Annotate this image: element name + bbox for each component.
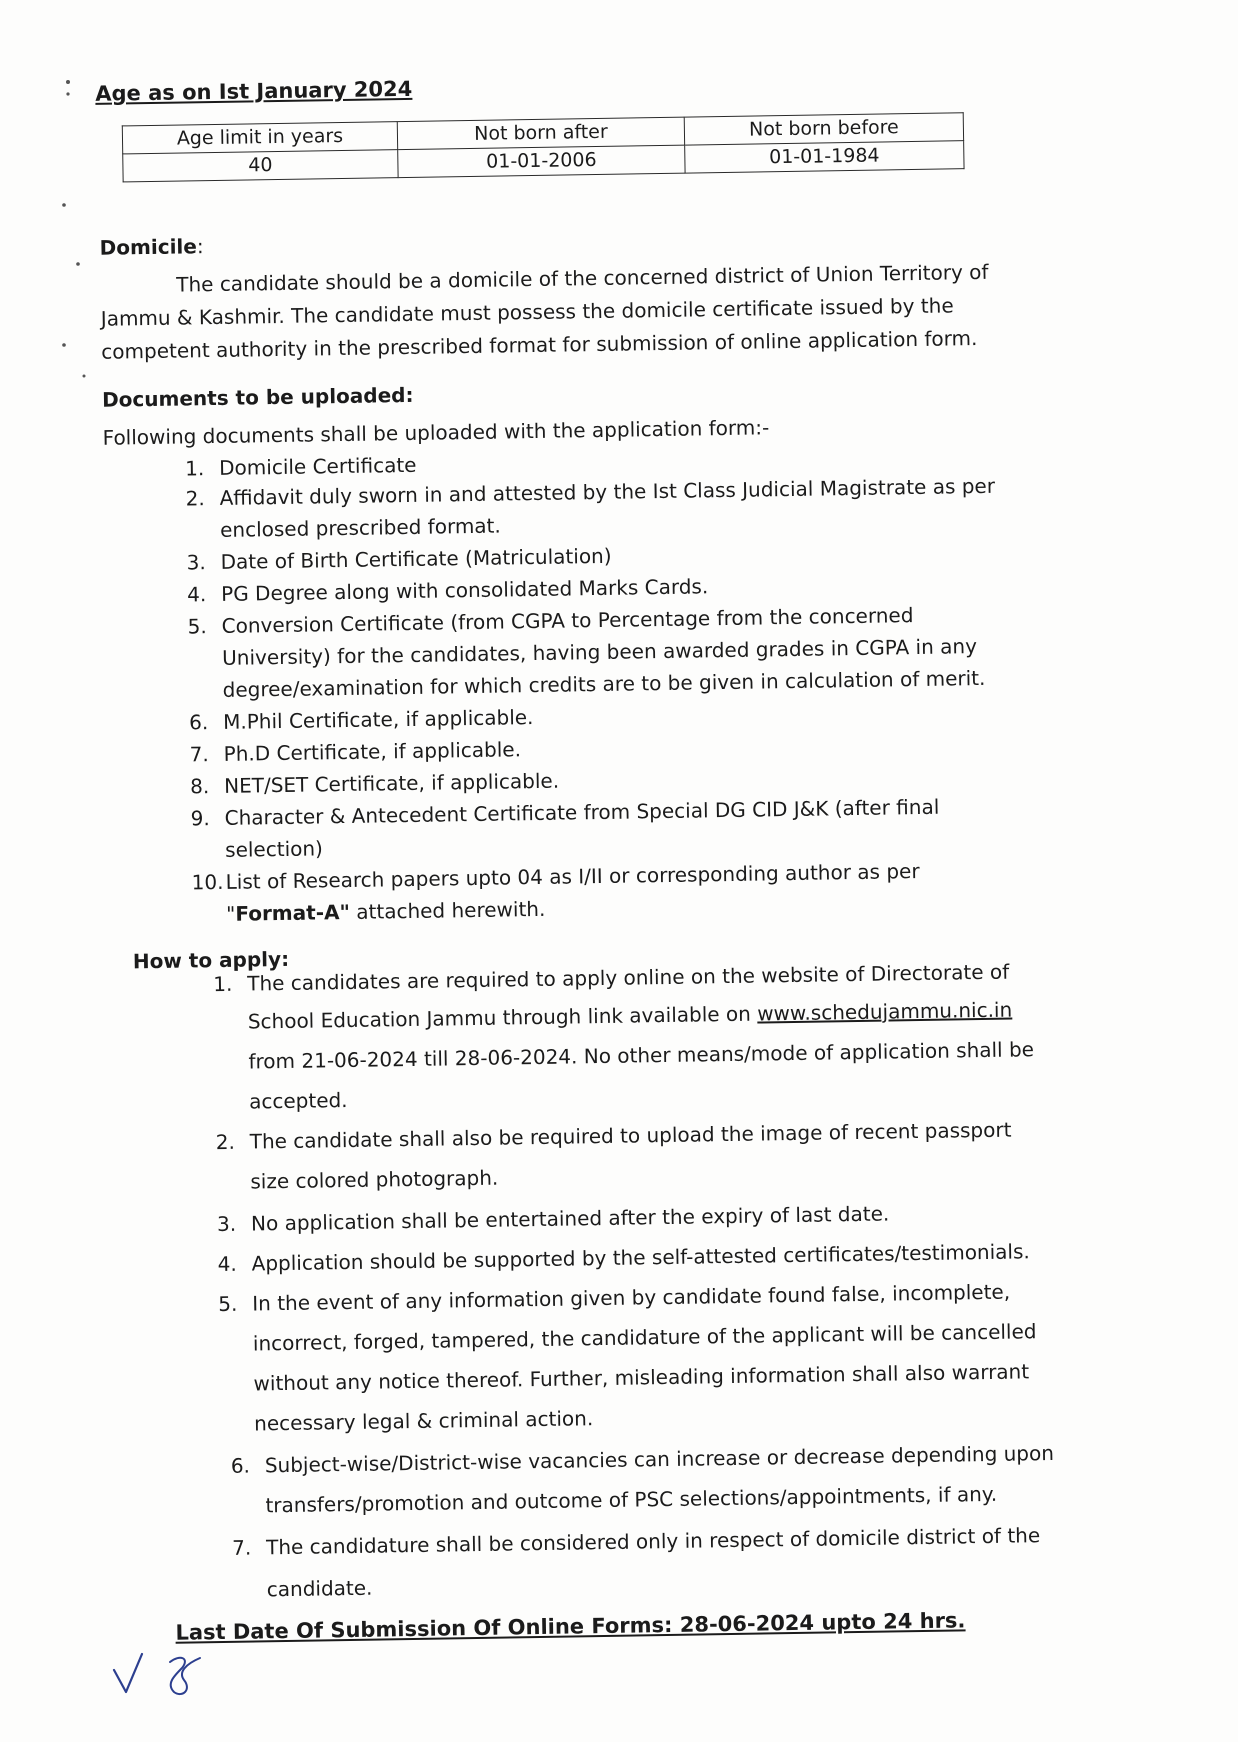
speck — [62, 203, 66, 207]
list-text-continued: without any notice thereof. Further, misleading information shall also warrant — [253, 1359, 1030, 1396]
list-number: 7. — [231, 1535, 252, 1560]
domicile-heading-colon: : — [196, 234, 204, 259]
list-item — [187, 603, 913, 638]
table-cell: 01-01-1984 — [685, 141, 964, 173]
list-text: Affidavit duly sworn in and attested by the Ist Class Judicial Magistrate as per — [219, 473, 996, 510]
table-cell: 40 — [123, 150, 398, 182]
list-number: 4. — [217, 1251, 237, 1277]
documents-heading: Documents to be uploaded: — [101, 382, 414, 412]
speck — [62, 343, 66, 347]
list-item — [217, 1239, 1029, 1276]
list-text-continued: transfers/promotion and outcome of PSC selections/appointments, if any. — [265, 1481, 998, 1518]
list-item — [189, 737, 521, 766]
list-text: Subject-wise/District-wise vacancies can increase or decrease depending upon — [264, 1440, 1055, 1478]
age-section-title: Age as on Ist January 2024 — [95, 76, 413, 106]
list-text: In the event of any information given by candidate found false, incomplete, — [252, 1279, 1011, 1316]
list-number: 10. — [191, 869, 224, 895]
domicile-line: Jammu & Kashmir. The candidate must possess the domicile certificate issued by the — [100, 293, 954, 331]
domicile-heading-label: Domicile — [99, 234, 198, 260]
list-number: 2. — [215, 1129, 236, 1155]
list-text-continued: University) for the candidates, having been awarded grades in CGPA in any — [221, 634, 978, 670]
list-text: List of Research papers upto 04 as I/II or corresponding author as per — [225, 858, 920, 894]
list-number: 1. — [184, 456, 205, 481]
tick-mark — [114, 1654, 142, 1692]
list-number: 6. — [230, 1453, 251, 1478]
list-text: Character & Antecedent Certificate from Special DG CID J&K (after final — [224, 794, 940, 830]
list-text: Domicile Certificate — [218, 452, 417, 480]
scan-margin-specks — [0, 0, 90, 400]
list-text-continued — [248, 998, 1013, 1034]
speck — [66, 80, 70, 84]
list-text-continued — [226, 897, 546, 926]
list-item — [186, 544, 611, 575]
initials-mark — [170, 1658, 200, 1694]
last-date-notice: Last Date Of Submission Of Online Forms: 28-06-2024 upto 24 hrs. — [175, 1608, 966, 1645]
list-number: 5. — [187, 614, 207, 639]
list-number: 4. — [186, 582, 207, 607]
list-text: NET/SET Certificate, if applicable. — [223, 768, 560, 798]
list-item — [187, 574, 708, 606]
link-prefix: School Education Jammu through link available on — [247, 1001, 758, 1034]
list-text-continued: incorrect, forged, tampered, the candidature of the applicant will be cancelled — [252, 1319, 1037, 1356]
format-quote: " — [225, 901, 236, 926]
list-text: The candidates are required to apply online on the website of Directorate of — [247, 959, 1010, 996]
list-item — [213, 960, 1009, 996]
list-number: 5. — [218, 1291, 238, 1317]
list-text-continued: accepted. — [248, 1087, 348, 1114]
domicile-heading — [100, 234, 204, 260]
domicile-line: The candidate should be a domicile of the concerned district of Union Territory of — [176, 259, 989, 297]
list-item — [190, 769, 559, 799]
list-text: Ph.D Certificate, if applicable. — [223, 737, 522, 766]
website-link[interactable]: www.schedujammu.nic.in — [757, 997, 1013, 1026]
table-cell: 01-01-2006 — [398, 145, 685, 178]
list-text: Conversion Certificate (from CGPA to Percentage from the concerned — [221, 603, 914, 638]
list-number: 3. — [186, 550, 206, 575]
list-item — [190, 795, 939, 831]
list-number: 1. — [213, 971, 233, 997]
domicile-line: competent authority in the prescribed format for submission of online application form. — [101, 326, 978, 364]
list-text-continued: from 21-06-2024 till 28-06-2024. No other means/mode of application shall be — [248, 1037, 1035, 1074]
list-item — [218, 1280, 1010, 1316]
list-number: 2. — [185, 486, 205, 511]
list-text: The candidature shall be considered only in respect of domicile district of the — [265, 1523, 1041, 1560]
list-number: 9. — [190, 806, 210, 831]
list-item — [185, 474, 995, 511]
format-suffix: attached herewith. — [349, 896, 546, 924]
table-header-cell: Not born before — [684, 113, 963, 145]
format-a-label: Format-A" — [235, 899, 351, 926]
list-number: 8. — [189, 774, 210, 799]
list-item — [216, 1118, 1012, 1154]
handwritten-signature — [108, 1640, 228, 1720]
list-text: PG Degree along with consolidated Marks Cards. — [220, 574, 709, 606]
list-number: 3. — [216, 1211, 237, 1237]
list-text: Application should be supported by the self-attested certificates/testimonials. — [251, 1239, 1030, 1276]
age-limit-table — [122, 112, 965, 182]
list-item — [185, 453, 417, 481]
list-item — [231, 1441, 1054, 1478]
documents-intro: Following documents shall be uploaded with the application form:- — [102, 415, 770, 450]
speck — [66, 92, 69, 95]
list-text-continued: degree/examination for which credits are to be given in calculation of merit. — [222, 665, 986, 702]
table-header-cell: Not born after — [397, 117, 684, 150]
list-text-continued: necessary legal & criminal action. — [253, 1406, 594, 1436]
list-text-continued: selection) — [224, 836, 324, 862]
list-item — [191, 859, 919, 894]
list-number: 6. — [188, 710, 209, 735]
list-item — [217, 1201, 890, 1236]
list-item — [232, 1523, 1040, 1560]
list-text: No application shall be entertained after the expiry of last date. — [250, 1201, 890, 1236]
list-text-continued: candidate. — [266, 1575, 373, 1602]
list-text: The candidate shall also be required to upload the image of recent passport — [249, 1117, 1012, 1154]
speck — [83, 375, 86, 378]
list-text: Date of Birth Certificate (Matriculation) — [220, 543, 612, 574]
list-item — [189, 705, 534, 734]
speck — [76, 262, 80, 266]
how-to-apply-heading: How to apply: — [132, 946, 290, 974]
list-number: 7. — [189, 742, 209, 767]
list-text-continued: size colored photograph. — [250, 1165, 499, 1194]
table-header-cell: Age limit in years — [122, 122, 397, 154]
list-text: M.Phil Certificate, if applicable. — [222, 705, 534, 734]
list-text-continued: enclosed prescribed format. — [219, 513, 501, 542]
